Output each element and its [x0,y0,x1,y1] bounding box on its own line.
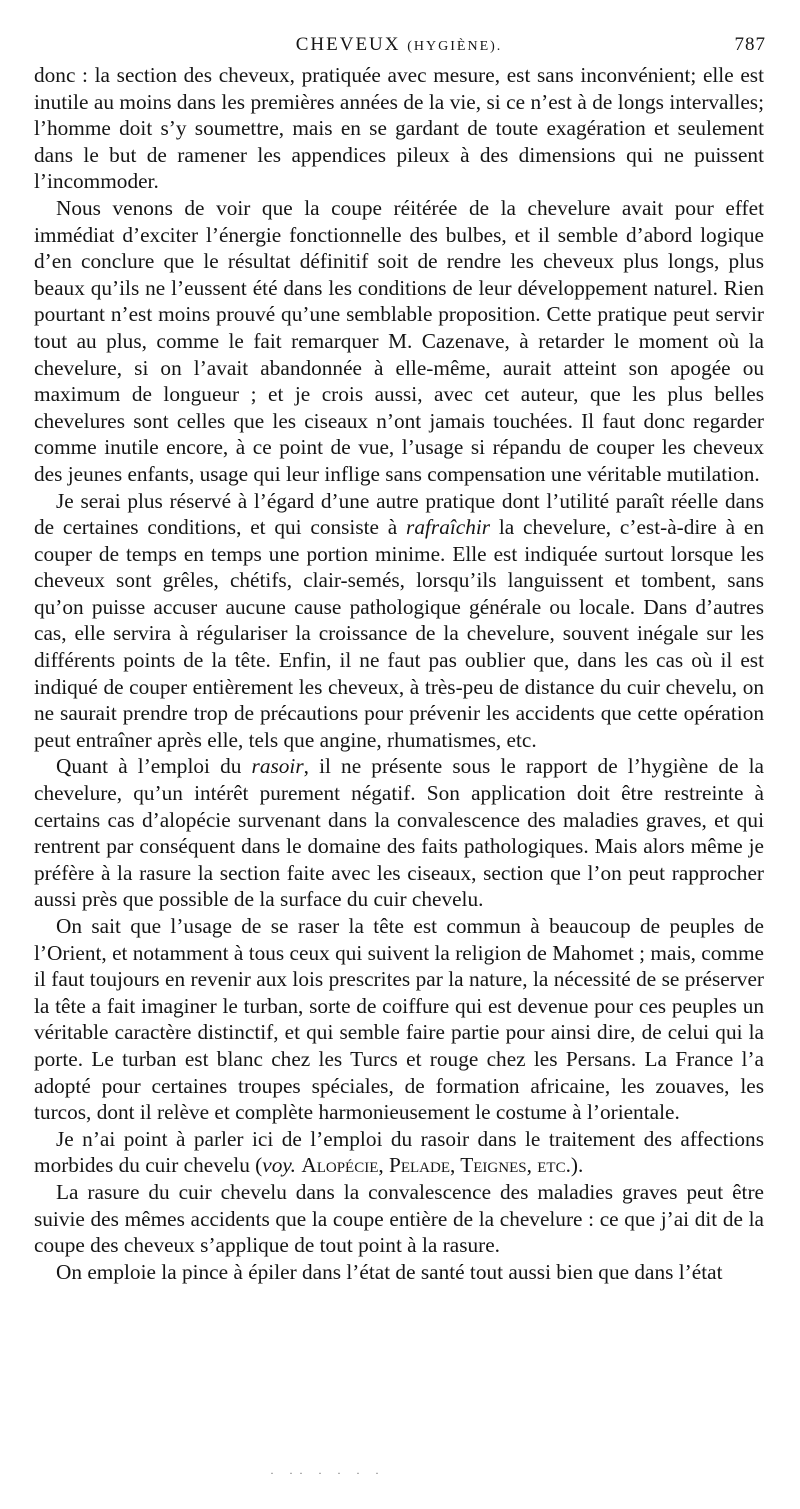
paragraph [34,753,764,913]
paragraph-text: ). [570,1153,584,1178]
page-number: 787 [734,34,766,55]
running-header [34,30,764,62]
body-text [34,62,764,1285]
paragraph: Nous venons de voir que la coupe réitérée de la chevelure avait pour effet immédiat d’exciter l’énergie fonctionnelle des bulbes, et il semble d’abord logique d’en conclure que le résultat définitif soit de rendre les cheveux plus longs, plus beaux qu’ils ne l’eussent été dans les conditions de leur développement naturel. Rien pourtant n’est moins prouvé qu’une semblable proposition. Cette pratique peut servir tout au plus, comme le fait remarquer M. Cazenave, à retarder le moment où la chevelure, si on l’avait abandonnée à elle-même, aurait atteint son apogée ou maximum de longueur ; et je crois aussi, avec cet auteur, que les plus belles chevelures sont celles que les ciseaux n’ont jamais touchées. Il faut donc regarder comme inutile encore, à ce point de vue, l’usage si répandu de couper les cheveux des jeunes enfants, usage qui leur inflige sans compensation une véritable mutilation. [34,195,764,486]
italic-term: voy. [262,1153,296,1178]
paragraph: donc : la section des cheveux, pratiquée avec mesure, est sans inconvénient; elle est inutile au moins dans les premières années de la vie, si ce n’est à de longs intervalles; l’homme doit s’y soumettre, mais en se gardant de toute exagération et seulement dans le but de ramener les appendices pileux à des dimensions qui ne puissent l’incommoder. [34,63,764,194]
paragraph: La rasure du cuir chevelu dans la convalescence des maladies graves peut être suivie des mêmes accidents que la coupe entière de la chevelure : ce que j’ai dit de la coupe des cheveux s’applique de tout point à la rasure. [34,1179,764,1258]
book-page [34,30,764,1285]
italic-term: rasoir [251,754,304,779]
paragraph-text: , il ne présente sous le rapport de l’hygiène de la chevelure, qu’un intérêt purement négatif. Son application doit être restreinte à certains cas d’alopécie survenant dans la convalescence des maladies graves, et qui rentrent par conséquent dans le domaine des faits pathologiques. Mais alors même je préfère à la rasure la section faite avec les ciseaux, section que l’on peut rapprocher aussi près que possible de la surface du cuir chevelu. [34,754,764,912]
cross-reference: Alopécie, Pelade, Teignes, etc. [301,1153,571,1178]
running-title [34,34,764,56]
header-subtitle: (HYGIÈNE). [407,39,503,54]
italic-term: rafraîchir [406,515,491,540]
paragraph [34,1126,764,1179]
paragraph-text: Je serai plus réservé à l’égard d’une autre pratique dont l’utilité paraît réelle dans de certaines conditions, et qui consiste à [34,488,764,540]
footer-marks: · ·· · · · · [270,1466,385,1480]
paragraph [34,488,764,754]
header-title: CHEVEUX [295,34,401,55]
paragraph-text: Je n’ai point à parler ici de l’emploi du rasoir dans le traitement des affections morbides du cuir chevelu ( [34,1126,764,1178]
paragraph: On emploie la pince à épiler dans l’état de santé tout aussi bien que dans l’état [56,1259,723,1284]
paragraph-text: Quant à l’emploi du [56,754,252,779]
paragraph: On sait que l’usage de se raser la tête est commun à beaucoup de peuples de l’Orient, et notamment à tous ceux qui suivent la religion de Mahomet ; mais, comme il faut toujours en revenir aux lois prescrites par la nature, la nécessité de se préserver la tête a fait imaginer le turban, sorte de coiffure qui est devenue pour ces peuples un véritable caractère distinctif, et qui semble faire partie pour ainsi dire, de celui qui la porte. Le turban est blanc chez les Turcs et rouge chez les Persans. La France l’a adopté pour certaines troupes spéciales, de formation africaine, les zouaves, les turcos, dont il relève et complète harmonieusement le costume à l’orientale. [34,914,764,1125]
paragraph-text: la chevelure, c’est-à-dire à en couper de temps en temps une portion minime. Elle est indiquée surtout lorsque les cheveux sont grêles, chétifs, clair-semés, lorsqu’ils languissent et tombent, sans qu’on puisse accuser aucune cause pathologique générale ou locale. Dans d’autres cas, elle servira à régulariser la croissance de la chevelure, souvent inégale sur les différents points de la tête. Enfin, il ne faut pas oublier que, dans les cas où il est indiqué de couper entièrement les cheveux, à très-peu de distance du cuir chevelu, on ne saurait prendre trop de précautions pour prévenir les accidents que cette opération peut entraîner après elle, tels que angine, rhumatismes, etc. [34,515,764,752]
